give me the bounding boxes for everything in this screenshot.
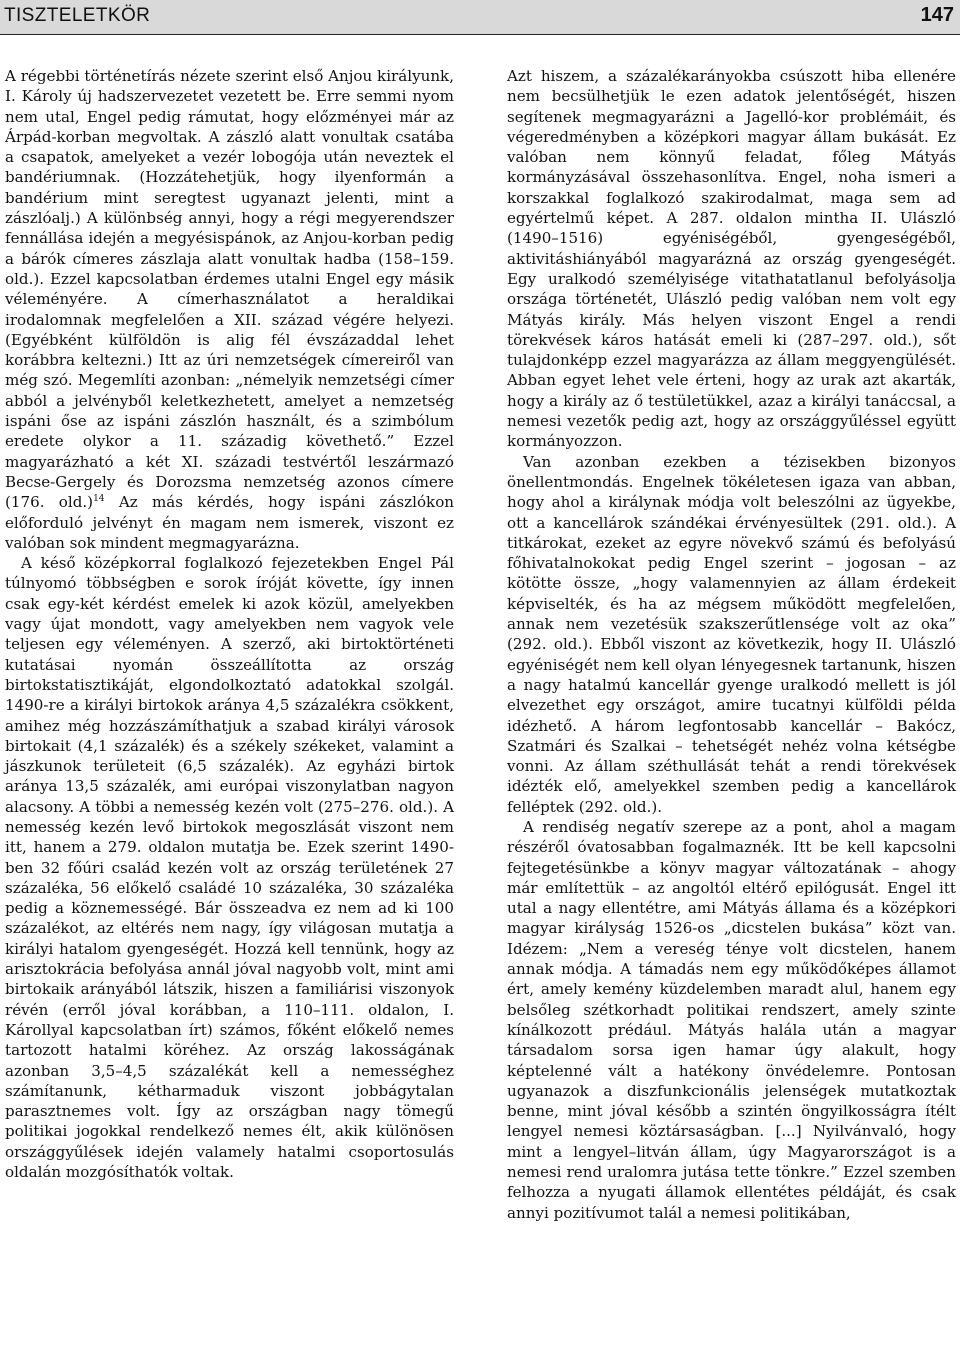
paragraph-5: A rendiség negatív szerepe az a pont, ahol a magam részéről óvatosabban fogalmaznék. Itt be kell kapcsolni fejtegetésünkbe a könyv magyar változatának – ahogy már említettük – az angoltól eltérő epilógusát. Engel itt utal a nagy ellentétre, ami Mátyás államа és a középkori magyar királyság 1526-os „dicstelen bukása” közt van. Idézem: „Nem a vereség ténye volt dicstelen, hanem annak módja. A támadás nem egy működőképes államot ért, amely kemény küzdelemben maradt alul, hanem egy belsőleg szétkorhadt politikai rendszert, amely szinte kínálkozott prédául. Mátyás halála után a magyar társadalom sorsa igen hamar úgy alakult, hogy képtelenné vált a hatékony önvédelemre. Pontosan ugyanazok a diszfunkcionális jelenségek mutatkoztak benne, mint jóval később a szintén öngyilkosságra ítélt lengyel nemesi köztársaságban. [...] Nyilvánvaló, hogy mint a lengyel–litván állam, úgy Magyarországot is a nemesi rend uralomra jutása tette tönkre.” Ezzel szemben felhozza a nyugati államok ellentétes példáját, és csak annyi pozitívumot talál a nemesi politikában, [507,817,956,1222]
paragraph-1 [5,66,454,553]
page-number: 147 [920,4,954,26]
section-title: TISZTELETKÖR [4,5,151,26]
paragraph-4: Van azonban ezekben a tézisekben bizonyos önellentmondás. Engelnek tökéletesen igaza van abban, hogy ahol a királynak módja volt beleszólni az ügyekbe, ott a kancellárok szándékai érvényesültek (291. old.). A titkárokat, ezeket az egyre növekvő számú és befolyású főhivatalnokokat pedig Engel szerint – jogosan – az kötötte össze, „hogy valamennyien az állam érdekeit képviselték, és ha az mégsem működött megfelelően, annak nem vezetésük szakszerűtlensége volt az oka” (292. old.). Ebből viszont az következik, hogy II. Ulászló egyéniségét nem kell olyan lényegesnek tartanunk, hiszen a nagy hatalmú kancellár gyenge uralkodó mellett is jól elvezethet egy országot, amire tucatnyi külföldi példa idézhető. A három legfontosabb kancellár – Bakócz, Szatmári és Szalkai – tehetségét nehéz volna kétségbe vonni. Az állam széthullását tehát a rendi törekvések idézték elő, amelyekkel szemben pedig a kancellárok felléptek (292. old.). [507,452,956,816]
paragraph-2: A késő középkorral foglalkozó fejezetekben Engel Pál túlnyomó többségben e sorok íróját követte, így innen csak egy-két kérdést emelek ki azok közül, amelyekben vagy újat mondott, vagy amelyekben nem vagyok vele teljesen egy véleményen. A szerző, aki birtoktörténeti kutatásai nyomán összeállította az ország birtokstatisztikáját, elgondolkoztató adatokkal szolgál. 1490-re a királyi birtokok aránya 4,5 százalékra csökkent, amihez még hozzászámíthatjuk a szabad királyi városok birtokait (4,1 százalék) és a székely székeket, valamint a jászkunok területeit (6,5 százalék). Az egyházi birtok aránya 13,5 százalék, ami európai viszonylatban nagyon alacsony. A többi a nemesség kezén volt (275–276. old.). A nemesség kezén levő birtokok megoszlását viszont nem itt, hanem a 279. oldalon mutatja be. Ezek szerint 1490-ben 32 főúri család kezén volt az ország területének 27 százaléka, 56 előkelő családé 10 százaléka, 30 százaléka pedig a köznemességé. Bár összeadva ez nem ad ki 100 százalékot, az eltérés nem nagy, így világosan mutatja a királyi hatalom gyengeségét. Hozzá kell tennünk, hogy az arisztokrácia befolyása annál jóval nagyobb volt, mint ami birtokaik arányából látszik, hiszen a familiárisi viszonyok révén (erről jóval korábban, a 110–111. oldalon, I. Károllyal kapcsolatban írt) számos, főként előkelő nemes tartozott hatalmi köréhez. Az ország lakosságának azonban 3,5–4,5 százalékát kell a nemességhez számítanunk, kétharmaduk viszont jobbágytalan parasztnemes volt. Így az országban nagy tömegű politikai jogokkal rendelkező nemes élt, akik különösen országgyűlések idején valamely hatalmi csoportosulás oldalán mozgósíthatók voltak. [5,554,454,1182]
footnote-ref[interactable]: 14 [93,494,105,505]
paragraph-1-text-cont: Az más kérdés, hogy ispáni zászlókon előforduló jelvényt én magam nem ismerek, viszont ez valóban sok mindent megmagyarázna. [5,493,454,552]
paragraph-1-text: A régebbi történetírás nézete szerint első Anjou királyunk, I. Károly új hadszervezetet vezetett be. Erre semmi nyom nem utal, Engel pedig rámutat, hogy előzményei már az Árpád-korban megvoltak. A zászló alatt vonultak csatába a csapatok, amelyeket a vezér lobogója után neveztek el bandériumnak. (Hozzátehetjük, hogy ilyenformán a bandérium mint seregtest ugyanazt jelenti, mint a zászlóalj.) A különbség annyi, hogy a régi megyerendszer fennállása idején a megyésispánok, az Anjou-korban pedig a bárók címeres zászlaja alatt vonultak hadba (158–159. old.). Ezzel kapcsolatban érdemes utalni Engel egy másik véleményére. A címerhasználatot a heraldikai irodalomnak megfelelően a XII. század végére helyezi. (Egyébként külföldön is alig fél évszázaddal lehet korábbra keltezni.) Itt az úri nemzetségek címereiről van még szó. Megemlíti azonban: „némelyik nemzetségi címer abból a jelvényből keletkezhetett, amelyet a nemzetség ispáni őse az ispáni zászlón használt, és a szimbólum eredete olykor a 11. századig követhető.” Ezzel magyarázható a két XI. századi testvértől leszármazó Becse-Gergely és Dorozsma nemzetség azonos címere (176. old.) [5,67,454,512]
left-column [5,66,454,1182]
running-header [0,0,960,35]
right-column [507,66,956,1223]
paragraph-3: Azt hiszem, a százalékarányokba csúszott hiba ellenére nem becsülhetjük le ezen adatok jelentőségét, hiszen segítenek megmagyarázni a Jagelló-kor problémáit, és végeredményben a középkori magyar állam bukását. Ez valóban nem könnyű feladat, főleg Mátyás kormányzásával összehasonlítva. Engel, noha ismeri a korszakkal foglalkozó szakirodalmat, maga sem ad egyértelmű képet. A 287. oldalon mintha II. Ulászló (1490–1516) egyéniségéből, gyengeségéből, aktivitáshiányából magyarázná az ország gyengeségét. Egy uralkodó személyisége vitathatatlanul befolyásolja országa történetét, Ulászló pedig valóban nem volt egy Mátyás király. Más helyen viszont Engel a rendi törekvések káros hatását emeli ki (287–297. old.), sőt tulajdonképp ezzel magyarázza az állam meggyengülését. Abban egyet lehet vele érteni, hogy az urak azt akarták, hogy a király az ő testületükkel, azaz a királyi tanáccsal, a nemesi vezetők pedig azt, hogy az országgyűléssel együtt kormányozzon. [507,67,956,451]
